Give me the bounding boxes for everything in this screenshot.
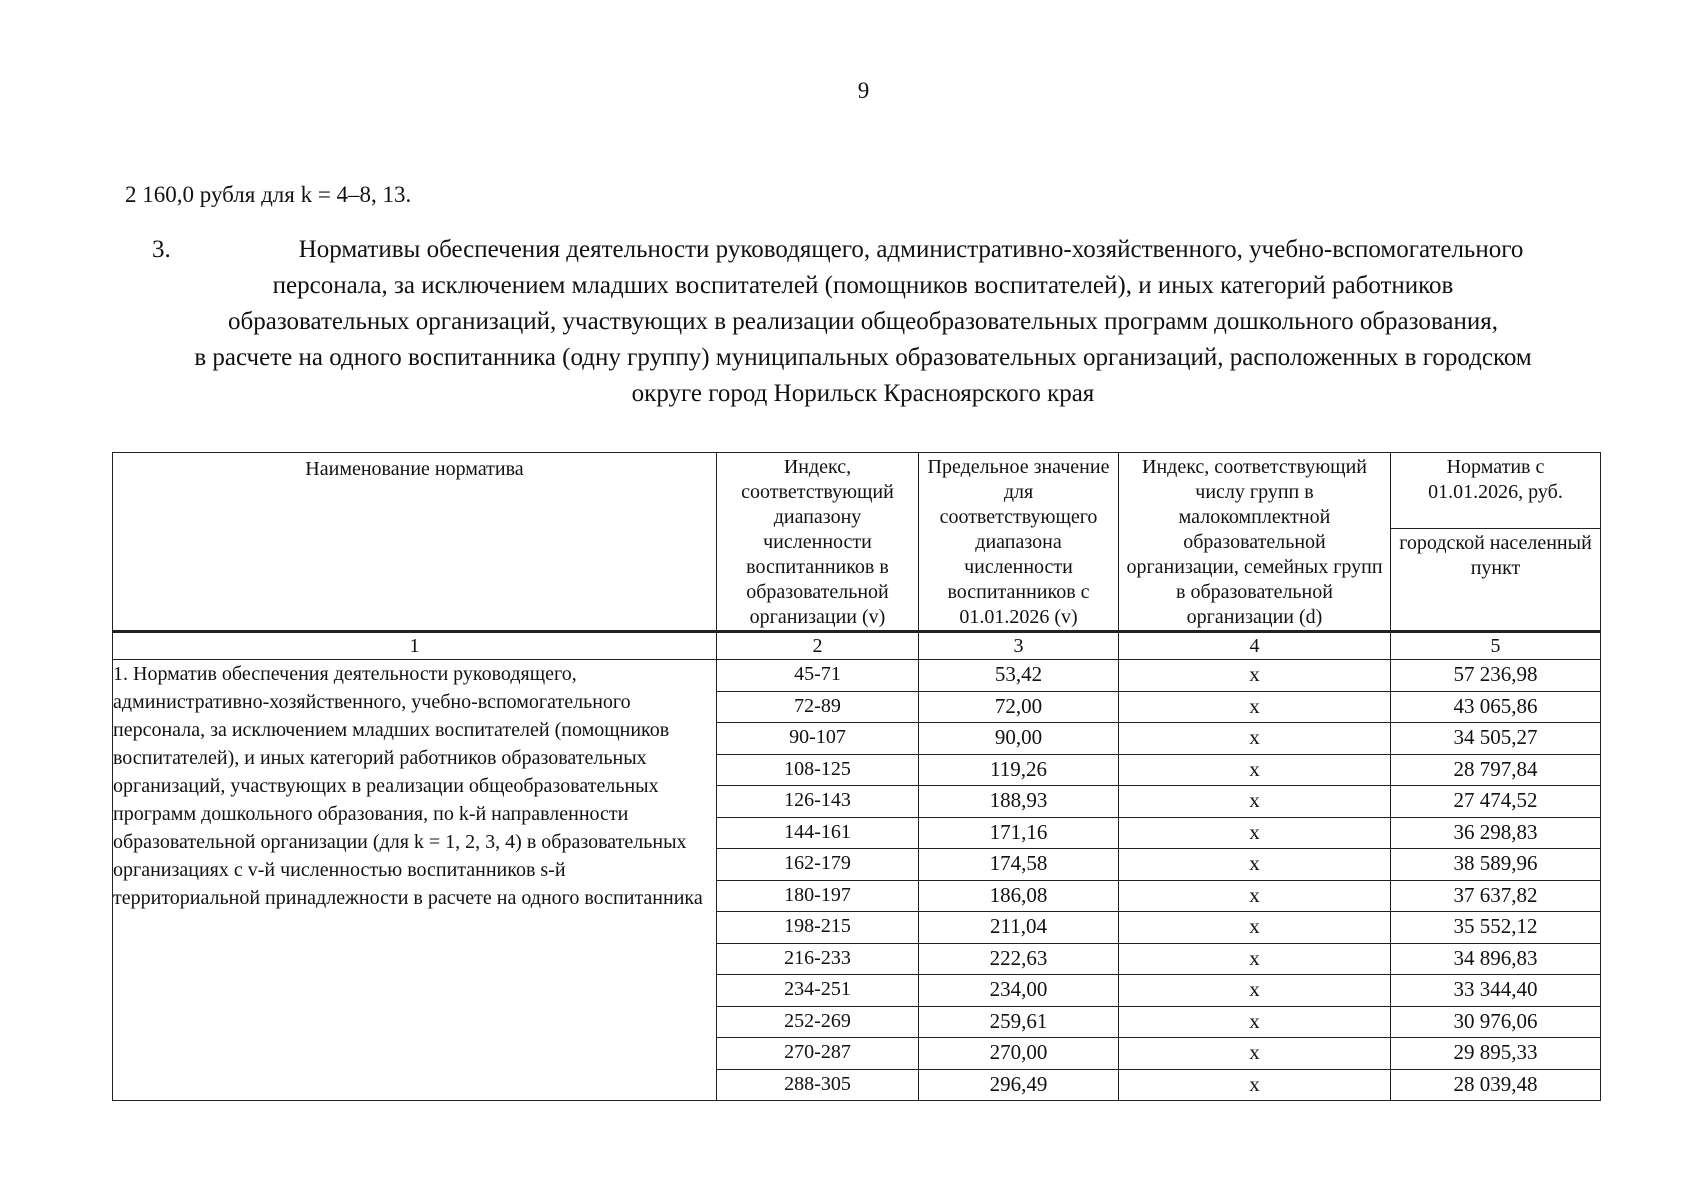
- cell-norm: 36 298,83: [1391, 817, 1601, 849]
- cell-range: 288-305: [717, 1069, 919, 1101]
- column-number: 1: [113, 632, 717, 660]
- column-numbers-row: [113, 632, 1601, 660]
- column-number: 5: [1391, 632, 1601, 660]
- cell-limit: 186,08: [919, 880, 1119, 912]
- cell-range: 234-251: [717, 975, 919, 1007]
- header-norm: Норматив с 01.01.2026, руб.: [1391, 453, 1601, 529]
- cell-range: 90-107: [717, 723, 919, 755]
- cell-norm: 43 065,86: [1391, 691, 1601, 723]
- cell-norm: 29 895,33: [1391, 1038, 1601, 1070]
- page-number: 9: [857, 78, 870, 103]
- cell-range: 180-197: [717, 880, 919, 912]
- cell-limit: 90,00: [919, 723, 1119, 755]
- cell-range: 45-71: [717, 660, 919, 692]
- cell-d-index: х: [1119, 880, 1391, 912]
- cell-d-index: х: [1119, 1006, 1391, 1038]
- cell-limit: 171,16: [919, 817, 1119, 849]
- cell-limit: 119,26: [919, 754, 1119, 786]
- cell-norm: 57 236,98: [1391, 660, 1601, 692]
- cell-d-index: х: [1119, 912, 1391, 944]
- cell-norm: 28 039,48: [1391, 1069, 1601, 1101]
- cell-norm: 37 637,82: [1391, 880, 1601, 912]
- header-name: Наименование норматива: [113, 453, 717, 632]
- cell-limit: 72,00: [919, 691, 1119, 723]
- section-title-line-3: образовательных организаций, участвующих в реализации общеобразовательных программ дошкольного образования,: [228, 308, 1498, 335]
- continuation-text: 2 160,0 рубля для k = 4–8, 13.: [125, 182, 412, 207]
- cell-limit: 211,04: [919, 912, 1119, 944]
- section-number: 3.: [152, 236, 171, 263]
- cell-d-index: х: [1119, 1038, 1391, 1070]
- cell-d-index: х: [1119, 975, 1391, 1007]
- header-limit: Предельное значение для соответствующего диапазона численности воспитанников с 01.01.2026 (v): [919, 453, 1119, 632]
- cell-norm: 34 896,83: [1391, 943, 1601, 975]
- cell-norm: 34 505,27: [1391, 723, 1601, 755]
- section-title-line-1: Нормативы обеспечения деятельности руководящего, административно-хозяйственного, учебно-вспомогательного: [298, 236, 1524, 263]
- cell-range: 108-125: [717, 754, 919, 786]
- cell-range: 72-89: [717, 691, 919, 723]
- cell-d-index: х: [1119, 849, 1391, 881]
- column-number: 4: [1119, 632, 1391, 660]
- cell-range: 216-233: [717, 943, 919, 975]
- cell-norm: 28 797,84: [1391, 754, 1601, 786]
- cell-limit: 259,61: [919, 1006, 1119, 1038]
- cell-limit: 222,63: [919, 943, 1119, 975]
- cell-limit: 270,00: [919, 1038, 1119, 1070]
- cell-range: 144-161: [717, 817, 919, 849]
- cell-d-index: х: [1119, 786, 1391, 818]
- cell-range: 126-143: [717, 786, 919, 818]
- cell-range: 252-269: [717, 1006, 919, 1038]
- cell-d-index: х: [1119, 1069, 1391, 1101]
- cell-limit: 234,00: [919, 975, 1119, 1007]
- section-title-line-4: в расчете на одного воспитанника (одну группу) муниципальных образовательных организаций, расположенных в городском: [194, 344, 1532, 371]
- header-row: [113, 453, 1601, 529]
- cell-d-index: х: [1119, 691, 1391, 723]
- header-index-groups: Индекс, соответствующий числу групп в малокомплектной образовательной организации, семейных групп в образовательной организации (d): [1119, 453, 1391, 632]
- section-title-line-5: округе город Норильск Красноярского края: [631, 380, 1095, 407]
- cell-norm: 30 976,06: [1391, 1006, 1601, 1038]
- cell-norm: 27 474,52: [1391, 786, 1601, 818]
- section-heading: [118, 232, 1608, 412]
- cell-range: 162-179: [717, 849, 919, 881]
- header-norm-sub: городской населенный пункт: [1391, 528, 1601, 631]
- cell-range: 270-287: [717, 1038, 919, 1070]
- cell-d-index: х: [1119, 754, 1391, 786]
- cell-norm: 35 552,12: [1391, 912, 1601, 944]
- cell-d-index: х: [1119, 660, 1391, 692]
- cell-norm: 33 344,40: [1391, 975, 1601, 1007]
- norm-description: 1. Норматив обеспечения деятельности руководящего, административно-хозяйственного, учебно-вспомогательного персонала, за исключением младших воспитателей (помощников воспитателей), и иных категорий работников образовательных организаций, участвующих в реализации общеобразовательных программ дошкольного образования, по k-й направленности образовательной организации (для k = 1, 2, 3, 4) в образовательных организациях с v-й численностью воспитанников s-й территориальной принадлежности в расчете на одного воспитанника: [113, 660, 717, 1101]
- normatives-table: [112, 452, 1601, 1101]
- table-row: [113, 660, 1601, 692]
- cell-d-index: х: [1119, 723, 1391, 755]
- cell-d-index: х: [1119, 817, 1391, 849]
- cell-limit: 188,93: [919, 786, 1119, 818]
- section-title-line-2: персонала, за исключением младших воспитателей (помощников воспитателей), и иных категорий работников: [272, 272, 1454, 299]
- cell-limit: 296,49: [919, 1069, 1119, 1101]
- header-index-range: Индекс, соответствующий диапазону численности воспитанников в образовательной организации (v): [717, 453, 919, 632]
- cell-limit: 174,58: [919, 849, 1119, 881]
- cell-limit: 53,42: [919, 660, 1119, 692]
- cell-range: 198-215: [717, 912, 919, 944]
- cell-d-index: х: [1119, 943, 1391, 975]
- column-number: 2: [717, 632, 919, 660]
- column-number: 3: [919, 632, 1119, 660]
- cell-norm: 38 589,96: [1391, 849, 1601, 881]
